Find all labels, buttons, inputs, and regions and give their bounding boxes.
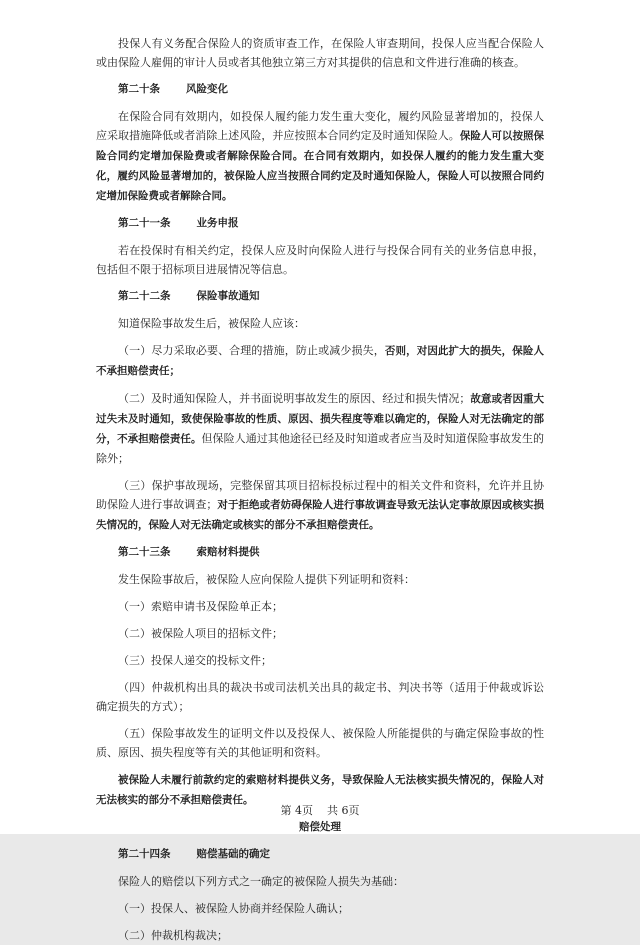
article-22-lead: 知道保险事故发生后，被保险人应该：	[118, 317, 305, 330]
article-24-lead: 保险人的赔偿以下列方式之一确定的被保险人损失为基础：	[118, 875, 404, 888]
article-number: 第二十四条	[118, 848, 171, 860]
article-20-heading	[96, 80, 544, 99]
item-text: （二）及时通知保险人，并书面说明事故发生的原因、经过和损失情况；	[118, 392, 471, 405]
article-21-heading	[96, 214, 544, 233]
paragraph-bold-text: 保险人可以按照保险合同约定增加保险费或者解除保险合同。在合同有效期内，如投保人履约的能力发生重大变化，履约风险显著增加的，被保险人应当按照合同约定及时通知保险人，保险人可以按照合同约定增加保险费或者解除合同。	[96, 130, 545, 202]
page-footer	[0, 801, 640, 820]
article-number: 第二十条	[118, 83, 160, 95]
intro-paragraph: 投保人有义务配合保险人的资质审查工作，在保险人审查期间，投保人应当配合保险人或由保险人雇佣的审计人员或者其他独立第三方对其提供的信息和文件进行准确的核查。	[96, 37, 544, 69]
article-24-item-2: （二）仲裁机构裁决；	[118, 929, 228, 942]
article-number: 第二十二条	[118, 290, 171, 302]
item-bold-text: 否则，对因此扩大的损失，保险人不承担赔偿责任；	[96, 345, 545, 377]
article-23-item-3: （三）投保人递交的投标文件；	[118, 654, 272, 667]
item-text: （一）尽力采取必要、合理的措施，防止或减少损失，	[118, 344, 385, 357]
article-23-heading	[96, 543, 544, 562]
article-title: 业务申报	[196, 217, 239, 229]
article-23-item-5: （五）保险事故发生的证明文件以及投保人、被保险人所能提供的与确定保险事故的性质、原因、损失程度等有关的其他证明和资料。	[96, 727, 544, 759]
article-number: 第二十三条	[118, 546, 171, 558]
article-title: 赔偿基础的确定	[196, 848, 270, 860]
article-21-paragraph: 若在投保时有相关约定，投保人应及时向保险人进行与投保合同有关的业务信息申报，包括但不限于招标项目进展情况等信息。	[96, 244, 544, 276]
article-23-lead: 发生保险事故后，被保险人应向保险人提供下列证明和资料：	[118, 573, 415, 586]
article-24-item-1: （一）投保人、被保险人协商并经保险人确认；	[118, 902, 349, 915]
article-title: 索赔材料提供	[196, 546, 260, 558]
article-title: 保险事故通知	[196, 290, 260, 302]
item-bold-text: 对于拒绝或者妨碍保险人进行事故调查导致无法认定事故原因或核实损失情况的，保险人对无法确定或核实的部分不承担赔偿责任。	[96, 499, 545, 531]
closing-bold-text: 被保险人未履行前款约定的索赔材料提供义务，导致保险人无法核实损失情况的，保险人对无法核实的部分不承担赔偿责任。	[96, 774, 544, 806]
article-22-item-1	[96, 341, 544, 381]
article-23-item-4: （四）仲裁机构出具的裁决书或司法机关出具的裁定书、判决书等（适用于仲裁或诉讼确定损失的方式）；	[96, 681, 544, 713]
article-22-item-3	[96, 476, 544, 535]
article-23-item-1: （一）索赔申请书及保险单正本；	[118, 600, 283, 613]
page-number: 第 4页	[280, 804, 313, 817]
item-bold-text: 故意或者因重大过失未及时通知，致使保险事故的性质、原因、损失程度等难以确定的，保险人对无法确定的部分，不承担赔偿责任。	[96, 393, 544, 445]
article-20-paragraph	[96, 107, 544, 206]
article-title: 风险变化	[186, 83, 228, 95]
section-title: 赔偿处理	[299, 821, 341, 833]
item-tail-text: 但保险人通过其他途径已经及时知道或者应当及时知道保险事故发生的除外；	[96, 432, 544, 465]
article-24-heading	[96, 845, 544, 864]
page-total: 共 6页	[327, 804, 360, 817]
article-number: 第二十一条	[118, 217, 171, 229]
article-22-item-2	[96, 389, 544, 468]
paragraph-text: 在保险合同有效期内，如投保人履约能力发生重大变化，履约风险显著增加的，投保人应采取措施降低或者消除上述风险，并应按照本合同约定及时通知保险人。	[96, 110, 544, 142]
article-22-heading	[96, 287, 544, 306]
article-23-item-2: （二）被保险人项目的招标文件；	[118, 627, 283, 640]
item-text: （三）保护事故现场，完整保留其项目招标投标过程中的相关文件和资料，允许并且协助保险人进行事故调查；	[96, 479, 544, 511]
